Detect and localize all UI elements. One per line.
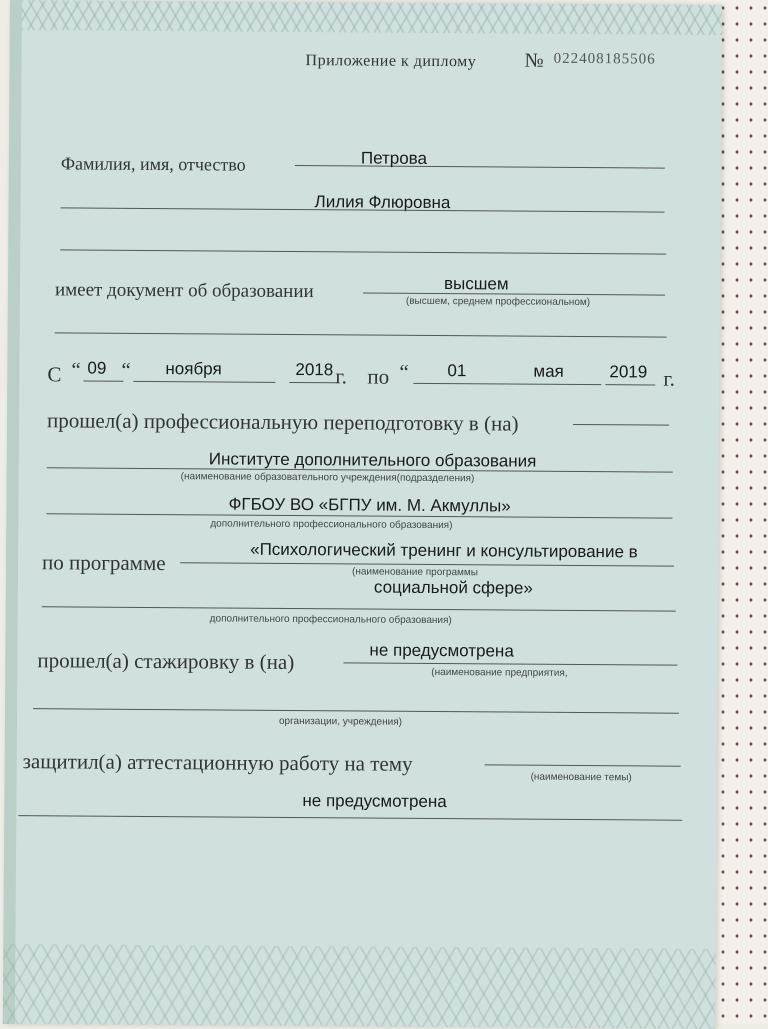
from-day: 09 xyxy=(87,358,107,378)
fio-label: Фамилия, имя, отчество xyxy=(60,153,246,175)
internship-line xyxy=(343,662,677,665)
program-hint-2: дополнительного профессионального образования) xyxy=(209,613,452,627)
to-year-line xyxy=(605,384,655,385)
program-line-2 xyxy=(42,606,676,611)
program-value-line1: «Психологический тренинг и консультирование в xyxy=(250,539,638,562)
to-month: мая xyxy=(533,361,564,381)
date-quote-open-2: “ xyxy=(399,359,409,384)
from-month-line xyxy=(133,381,275,383)
appendix-title: Приложение к диплому xyxy=(305,52,477,71)
name-patronymic-value: Лилия Флюровна xyxy=(314,192,451,213)
page-binding-edge xyxy=(3,0,22,1024)
year-suffix-1: г. xyxy=(335,364,347,389)
internship-line-2 xyxy=(33,708,679,714)
education-label: имеет документ об образовании xyxy=(54,279,314,303)
program-value-line2: социальной сфере» xyxy=(373,577,533,598)
internship-hint-2: организации, учреждения) xyxy=(278,715,402,728)
internship-value: не предусмотрена xyxy=(369,640,514,661)
diploma-number: 022408185506 xyxy=(553,50,656,68)
thesis-line xyxy=(485,764,681,766)
year-suffix-2: г. xyxy=(663,366,675,391)
to-day: 01 xyxy=(447,361,467,381)
date-quote-close: “ xyxy=(121,357,131,382)
date-prefix: С xyxy=(47,362,62,387)
date-po: по xyxy=(367,364,390,389)
diploma-appendix-page xyxy=(3,0,722,1029)
thesis-label: защитил(а) аттестационную работу на тему xyxy=(22,749,413,776)
thesis-value: не предусмотрена xyxy=(302,791,447,812)
institution-hint: (наименование образовательного учреждения(подразделения) xyxy=(180,471,475,485)
program-hint-1: (наименование программы xyxy=(351,566,479,579)
to-date-line xyxy=(413,383,601,385)
internship-hint-1: (наименование предприятия, xyxy=(431,666,568,679)
to-year: 2019 xyxy=(609,362,648,382)
education-line-2 xyxy=(55,332,667,337)
internship-label: прошел(а) стажировку в (на) xyxy=(37,648,295,675)
fio-line-1 xyxy=(295,165,665,169)
date-quote-open: “ xyxy=(71,357,81,382)
retraining-line xyxy=(573,424,669,426)
thesis-line-2 xyxy=(18,815,682,821)
number-sign: № xyxy=(524,49,544,72)
surname-value: Петрова xyxy=(360,148,428,168)
university-hint: дополнительного профессионального образования) xyxy=(210,518,453,532)
thesis-hint: (наименование темы) xyxy=(530,771,632,784)
institution-value: Институте дополнительного образования xyxy=(208,449,537,471)
university-value: ФГБОУ ВО «БГПУ им. М. Акмуллы» xyxy=(228,494,511,516)
retraining-label: прошел(а) профессиональную переподготовку в (на) xyxy=(46,408,519,436)
from-day-line xyxy=(83,381,123,382)
program-label: по программе xyxy=(41,550,166,576)
from-year: 2018 xyxy=(295,360,334,380)
education-hint: (высшем, среднем профессиональном) xyxy=(405,295,591,309)
from-year-line xyxy=(289,382,337,383)
from-month: ноября xyxy=(165,359,222,379)
fio-line-3 xyxy=(60,249,666,254)
education-value: высшем xyxy=(443,274,509,294)
